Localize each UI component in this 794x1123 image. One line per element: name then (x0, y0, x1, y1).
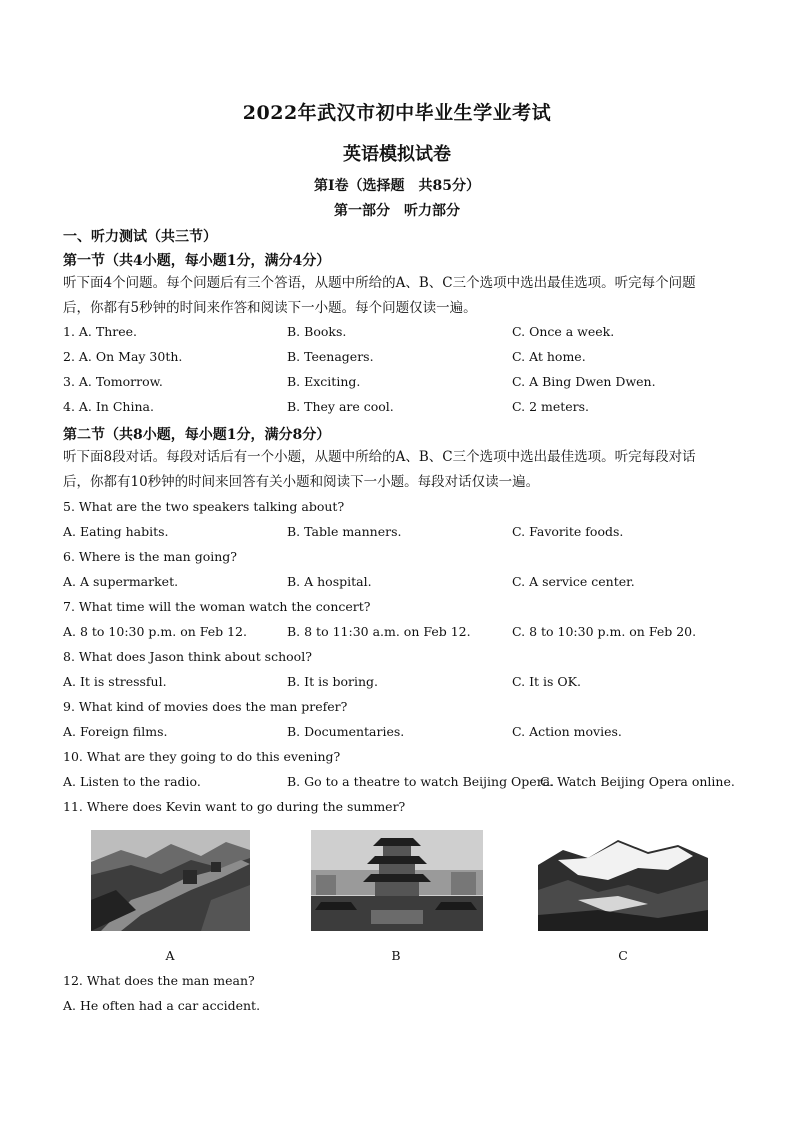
question-row (63, 524, 743, 544)
option-c: C. Once a week. (512, 324, 615, 339)
snowy-mountain-picture (538, 830, 708, 931)
option-a: A. A supermarket. (63, 574, 179, 589)
option-b: B. A hospital. (287, 574, 372, 589)
question-text: 5. What are the two speakers talking about? (63, 499, 345, 514)
great-wall-picture (91, 830, 250, 931)
part-heading: 第一部分 听力部分 (334, 203, 460, 219)
question-row (63, 374, 743, 394)
option-b: B. Go to a theatre to watch Beijing Opera. (287, 774, 555, 789)
option-b: B. 8 to 11:30 a.m. on Feb 12. (287, 624, 471, 639)
instruction-line: 后，你都有10秒钟的时间来回答有关小题和阅读下一小题。每段对话仅读一遍。 (63, 474, 540, 490)
question-row (63, 349, 743, 369)
question-row (63, 324, 743, 344)
option-a: A. 8 to 10:30 p.m. on Feb 12. (63, 624, 247, 639)
question-text: 11. Where does Kevin want to go during the summer? (63, 799, 406, 814)
option-c: C. 8 to 10:30 p.m. on Feb 20. (512, 624, 697, 639)
question-text: 6. Where is the man going? (63, 549, 237, 564)
option-b: B. Table manners. (287, 524, 402, 539)
question-row (63, 724, 743, 744)
exam-subtitle: 英语模拟试卷 (343, 144, 451, 165)
option-b: B. It is boring. (287, 674, 378, 689)
option-b: B. Books. (287, 324, 347, 339)
option-c: C. A service center. (512, 574, 635, 589)
section-heading: 一、听力测试（共三节） (63, 229, 217, 245)
option-a: 1. A. Three. (63, 324, 138, 339)
option-c: C. Favorite foods. (512, 524, 624, 539)
question-text: 10. What are they going to do this evening? (63, 749, 341, 764)
question-row (63, 774, 743, 794)
instruction-line: 后，你都有5秒钟的时间来作答和阅读下一小题。每个问题仅读一遍。 (63, 300, 477, 316)
part1-heading: 第一节（共4小题，每小题1分，满分4分） (63, 253, 331, 269)
option-b: B. Exciting. (287, 374, 361, 389)
option-a: 2. A. On May 30th. (63, 349, 183, 364)
question-text: 9. What kind of movies does the man prefer? (63, 699, 348, 714)
option-c: C. 2 meters. (512, 399, 590, 414)
question-text: 7. What time will the woman watch the concert? (63, 599, 371, 614)
instruction-line: 听下面8段对话。每段对话后有一个小题，从题中所给的A、B、C三个选项中选出最佳选项。听完每段对话 (63, 449, 696, 465)
instruction-line: 听下面4个问题。每个问题后有三个答语，从题中所给的A、B、C三个选项中选出最佳选项。听完每个问题 (63, 275, 696, 291)
part2-heading: 第二节（共8小题，每小题1分，满分8分） (63, 427, 331, 443)
option-a: A. Foreign films. (63, 724, 168, 739)
yellow-crane-tower-picture (311, 830, 483, 931)
option-c: C. Watch Beijing Opera online. (540, 774, 735, 789)
question-row (63, 674, 743, 694)
question-row (63, 624, 743, 644)
question-row (63, 574, 743, 594)
question-text: 8. What does Jason think about school? (63, 649, 312, 664)
exam-title: 2022年武汉市初中毕业生学业考试 (242, 102, 552, 124)
question-text: 12. What does the man mean? (63, 973, 255, 988)
option-b: B. Teenagers. (287, 349, 374, 364)
option-a: 4. A. In China. (63, 399, 154, 414)
part2-instruction (63, 445, 733, 495)
option-a: 3. A. Tomorrow. (63, 374, 163, 389)
question-row (63, 399, 743, 419)
option-c: C. At home. (512, 349, 586, 364)
option-b: B. They are cool. (287, 399, 394, 414)
option-a: A. It is stressful. (63, 674, 167, 689)
option-a: A. Listen to the radio. (63, 774, 201, 789)
option-a: A. Eating habits. (63, 524, 169, 539)
picture-label-b: B (391, 948, 401, 963)
option-c: C. A Bing Dwen Dwen. (512, 374, 656, 389)
picture-label-a: A (165, 948, 175, 963)
volume-heading: 第Ⅰ卷（选择题 共85分） (313, 178, 481, 194)
option-c: C. It is OK. (512, 674, 581, 689)
option-c: C. Action movies. (512, 724, 622, 739)
option-a: A. He often had a car accident. (63, 998, 261, 1013)
part1-instruction (63, 271, 733, 321)
option-b: B. Documentaries. (287, 724, 405, 739)
picture-label-c: C (618, 948, 628, 963)
